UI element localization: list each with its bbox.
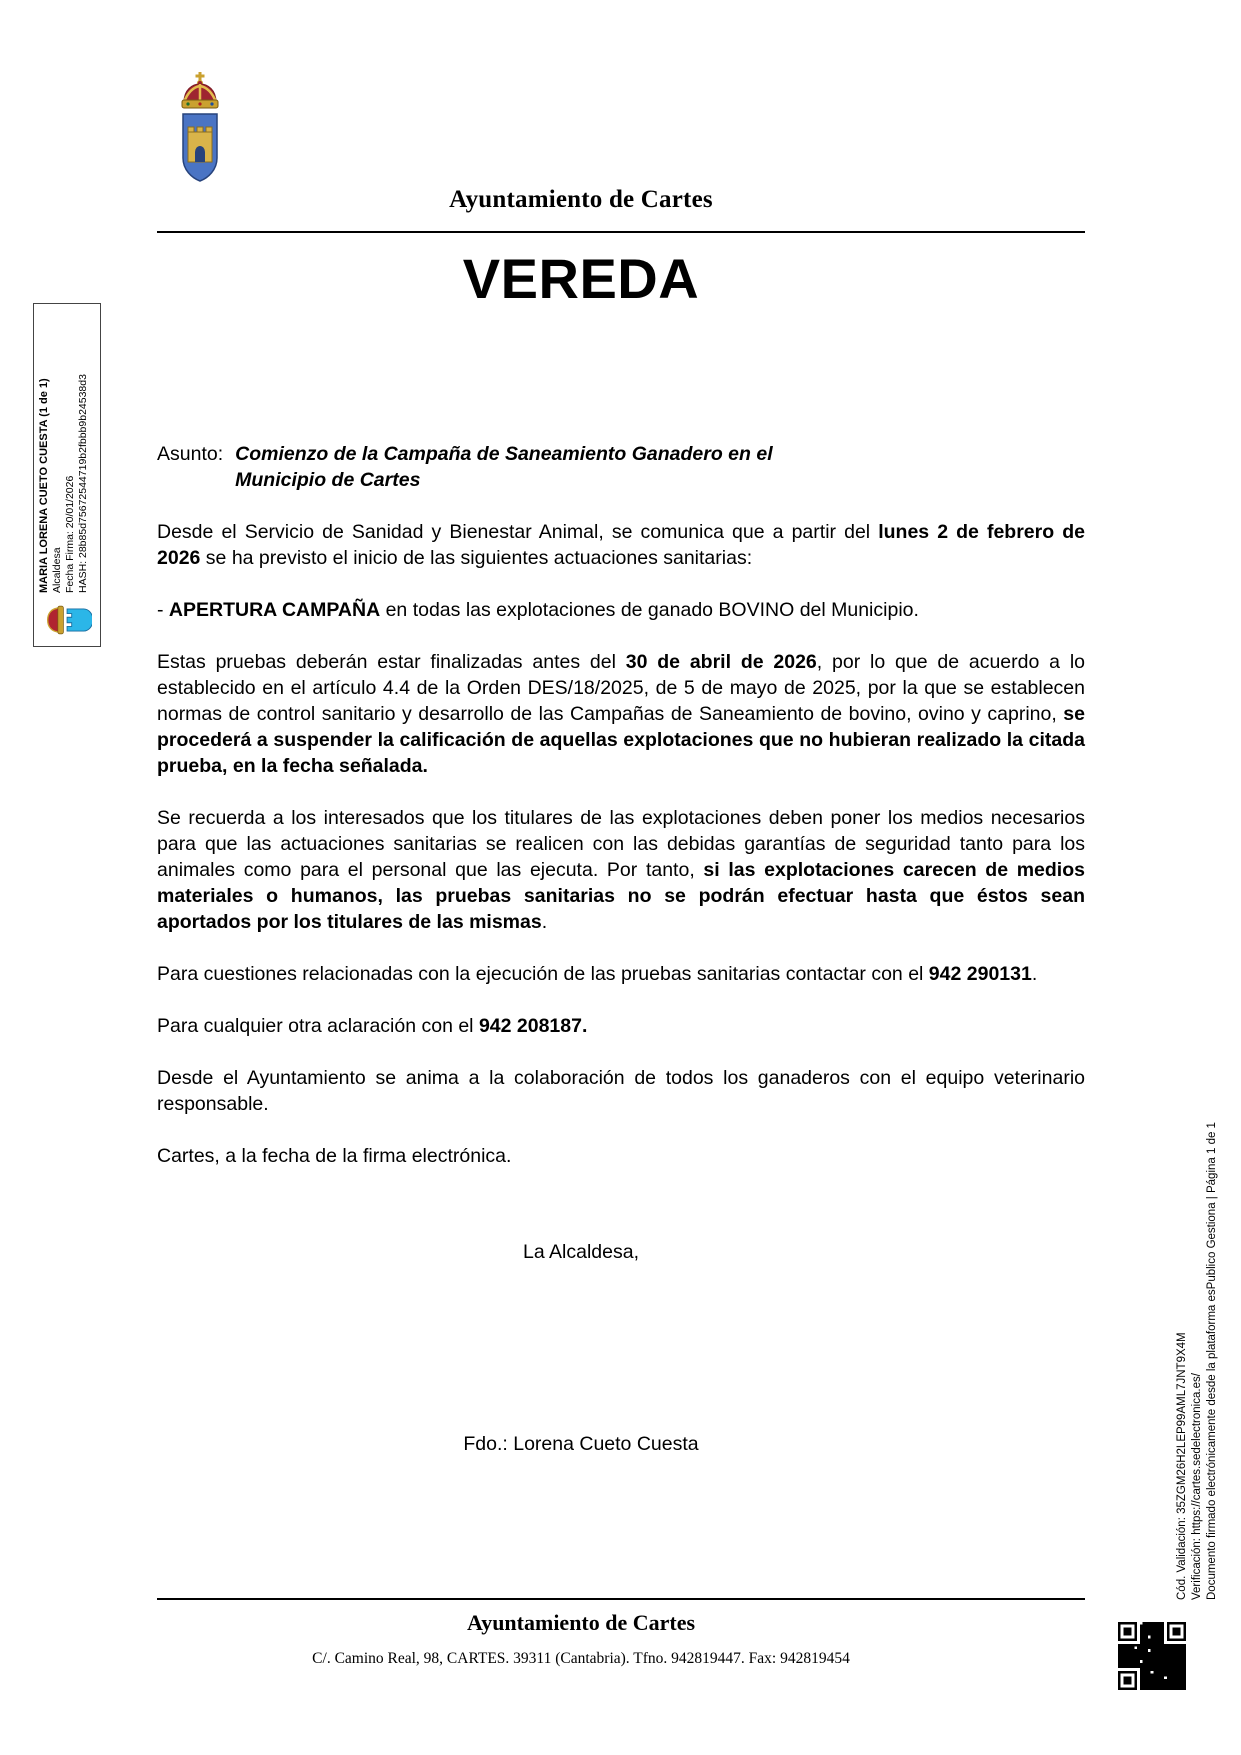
stamp-hash: HASH: 28b85d75672544719b2fbbb9b24538d3	[77, 374, 89, 593]
stamp-coat-of-arms-icon	[44, 599, 92, 641]
body-paragraph: Desde el Servicio de Sanidad y Bienestar Animal, se comunica que a partir del lunes 2 de febrero de 2026 se ha previsto el inicio de las siguientes actuaciones sanitarias:	[157, 521, 1085, 569]
signature-stamp-text	[38, 307, 98, 643]
footer-address: C/. Camino Real, 98, CARTES. 39311 (Cantabria). Tfno. 942819447. Fax: 942819454	[312, 1650, 850, 1667]
stamp-date: Fecha Firma: 20/01/2026	[64, 475, 76, 593]
stamp-signer: MARIA LORENA CUETO CUESTA (1 de 1)	[38, 378, 50, 593]
paragraph-list	[157, 519, 1085, 1457]
body-paragraph: Se recuerda a los interesados que los titulares de las explotaciones deben poner los medios necesarios para que las actuaciones sanitarias se realicen con las debidas garantías de seguridad tanto para los animales como para el personal que las ejecuta. Por tanto, si las explotaciones carecen de medios materiales o humanos, las pruebas sanitarias no se podrán efectuar hasta que éstos sean aportados por los titulares de las mismas.	[157, 807, 1085, 933]
verification-url: Verificación: https://cartes.sedelectronica.es/	[1191, 1373, 1203, 1600]
coat-of-arms-icon	[176, 70, 224, 188]
body-paragraph: - APERTURA CAMPAÑA en todas las explotaciones de ganado BOVINO del Municipio.	[157, 599, 919, 621]
subject-line	[157, 441, 1085, 493]
body-paragraph: Desde el Ayuntamiento se anima a la colaboración de todos los ganaderos con el equipo veterinario responsable.	[157, 1067, 1085, 1115]
body-paragraph: La Alcaldesa,	[522, 1241, 639, 1263]
header-organization: Ayuntamiento de Cartes	[449, 186, 713, 213]
platform-note: Documento firmado electrónicamente desde la plataforma esPublico Gestiona | Página 1 de 1	[1206, 1122, 1218, 1600]
validation-code: Cód. Validación: 35ZGM26H2LEP99AML7JNT9X4M	[1176, 1332, 1188, 1600]
qr-code	[1118, 1622, 1186, 1690]
header-rule	[157, 231, 1085, 233]
body-paragraph: Estas pruebas deberán estar finalizadas antes del 30 de abril de 2026, por lo que de acuerdo a lo establecido en el artículo 4.4 de la Orden DES/18/2025, de 5 de mayo de 2025, por la que se establecen normas de control sanitario y desarrollo de las Campañas de Saneamiento de bovino, ovino y caprino, se procederá a suspender la calificación de aquellas explotaciones que no hubieran realizado la citada prueba, en la fecha señalada.	[157, 651, 1085, 777]
footer-rule	[157, 1598, 1085, 1600]
subject-text: Comienzo de la Campaña de Saneamiento Ganadero en el Municipio de Cartes	[235, 443, 773, 491]
body-paragraph: Cartes, a la fecha de la firma electrónica.	[157, 1145, 512, 1167]
body-paragraph: Para cualquier otra aclaración con el 942 208187.	[157, 1015, 588, 1037]
document-body	[157, 441, 1085, 1457]
subject-label: Asunto:	[157, 443, 224, 465]
document-title: VEREDA	[462, 247, 700, 310]
body-paragraph: Para cuestiones relacionadas con la ejecución de las pruebas sanitarias contactar con el 942 290131.	[157, 963, 1038, 985]
footer-organization: Ayuntamiento de Cartes	[466, 1610, 696, 1635]
validation-margin-text	[1175, 962, 1221, 1600]
body-paragraph: Fdo.: Lorena Cueto Cuesta	[463, 1433, 699, 1455]
stamp-role: Alcaldesa	[51, 547, 63, 593]
